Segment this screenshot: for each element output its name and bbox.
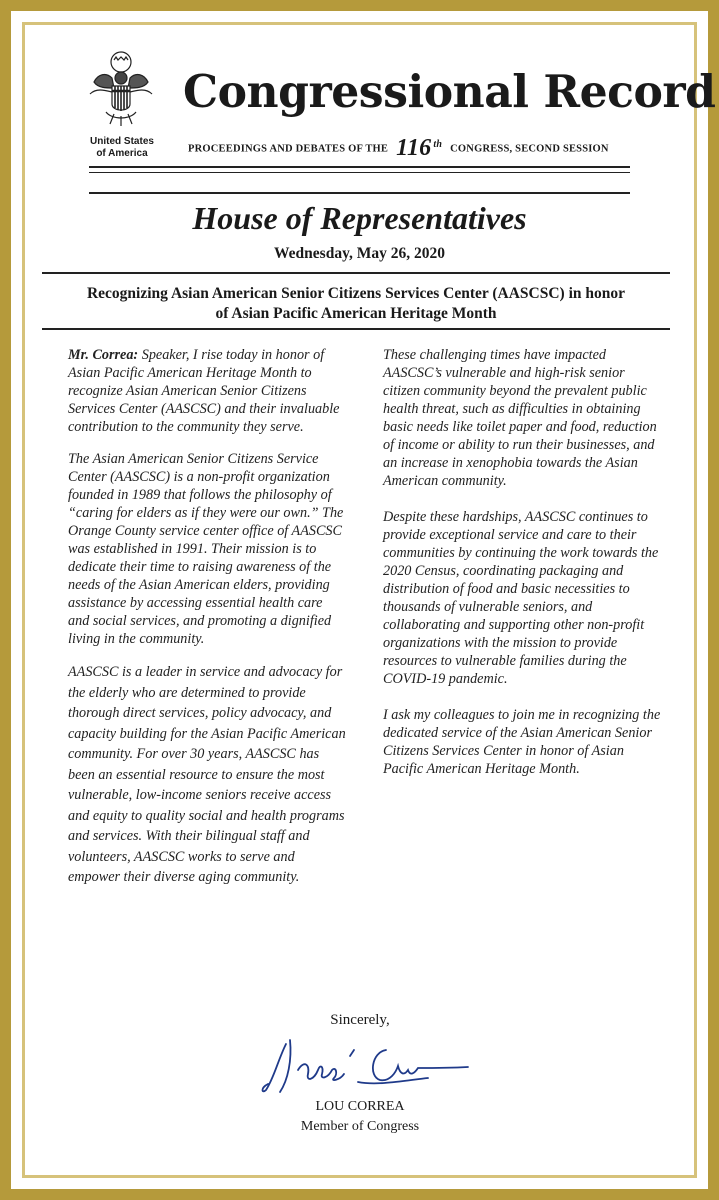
seal-caption [72,136,172,160]
header-rule-bottom [89,192,630,194]
congress-suffix: th [433,139,443,150]
paragraph-3: AASCSC is a leader in service and advocacy for the elderly who are determined to provide thorough direct services, policy advocacy, and capacity building for the Asian Pacific American community. For over 30 years, AASCSC has been an essential resource to ensure the most vulnerable, low-income seniors receive access and equity to quality social and health programs and services. With their bilingual staff and volunteers, AASCSC works to serve and empower their diverse aging community. [68,664,346,885]
record-date: Wednesday, May 26, 2020 [274,245,445,262]
left-column [68,346,346,902]
congress-number: 116 [396,134,432,161]
statement-title-line2: of Asian Pacific American Heritage Month [215,305,497,322]
paragraph-5: Despite these hardships, AASCSC continues to provide exceptional service and care to their communities by continuing the work towards the 2020 Census, coordinating packaging and distribution of food and basic necessities to thousands of vulnerable seniors, and collaborating and supporting other non-profit organizations with the mission to provide resources to vulnerable families during the COVID-19 pandemic. [383,509,659,687]
title-rule-top [42,272,670,274]
statement-title-line1: Recognizing Asian American Senior Citizens Services Center (AASCSC) in honor [86,285,626,302]
paragraph-4: These challenging times have impacted AASCSC’s vulnerable and high-risk senior citizen community beyond the prevalent public health threat, such as difficulties in obtaining basic needs like toilet paper and food, reduction of income or ability to run their businesses, and an increase in xenophobia towards the Asian American community. [383,347,657,489]
paragraph-1 [68,346,346,436]
seal-caption-line2: of America [96,148,148,159]
statement-title [42,284,670,324]
proceedings-line [188,134,633,161]
signatory-title: Member of Congress [300,1119,420,1134]
masthead-title: Congressional Record [183,65,716,118]
paragraph-6: I ask my colleagues to join me in recognizing the dedicated service of the Asian American Senior Citizens Services Center in honor of Asian Pacific American Heritage Month. [383,707,661,777]
signature-image [258,1030,478,1100]
speaker-label: Mr. Correa: [68,347,139,363]
title-rule-bottom [42,328,670,330]
header-rule-thin [89,172,630,173]
paragraph-1-text: Speaker, I rise today in honor of Asian Pacific American Heritage Month to recognize Asian American Senior Citizens Services Center (AASCSC) and their invaluable contribution to the community they serve. [68,347,340,435]
paragraph-2: The Asian American Senior Citizens Service Center (AASCSC) is a non-profit organization founded in 1989 that follows the philosophy of “caring for elders as if they were our own.” The Orange County service center office of AASCSC was established in 1991. Their mission is to dedicate their time to raising awareness of the needs of the Asian American elders, providing assistance by accessing essential health care and social services, and promoting a dignified living in the community. [68,451,344,647]
chamber-heading: House of Representatives [192,200,527,236]
seal-caption-line1: United States [90,136,154,147]
great-seal-icon [84,48,158,130]
header-rule-top [89,166,630,168]
signatory-name: LOU CORREA [315,1099,405,1114]
right-column [383,346,661,792]
proceedings-prefix: PROCEEDINGS AND DEBATES OF THE [188,143,389,155]
closing-sincerely: Sincerely, [330,1012,390,1028]
proceedings-suffix: CONGRESS, SECOND SESSION [450,143,609,155]
